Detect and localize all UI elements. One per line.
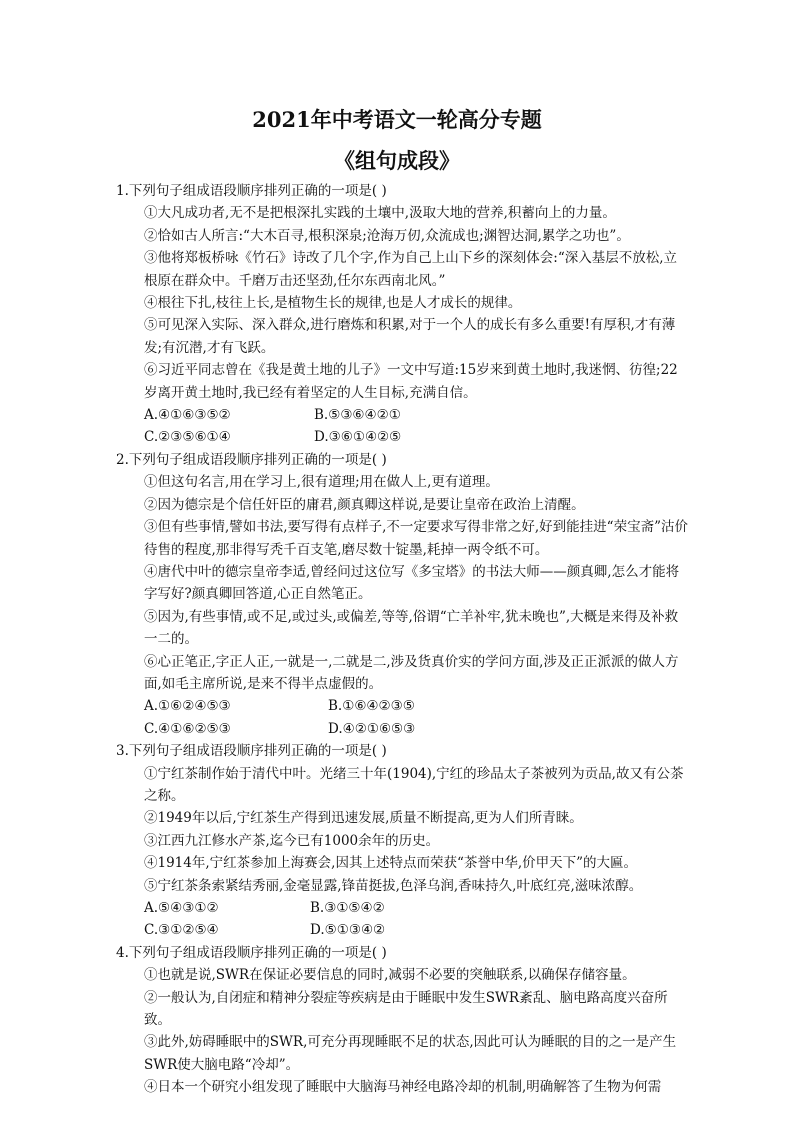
question-1 <box>116 180 688 449</box>
sentence-item: ④根往下扎,枝往上长,是植物生长的规律,也是人才成长的规律。 <box>144 295 522 312</box>
option-b: B.③①⑤④② <box>310 900 385 916</box>
option-a: A.⑤④③①② <box>144 900 219 916</box>
sentence-item: ②一般认为,自闭症和精神分裂症等疾病是由于睡眠中发生SWR紊乱、脑电路高度兴奋所致。 <box>144 989 668 1029</box>
sentence-item: ②恰如古人所言:“大木百寻,根积深泉;沧海万仞,众流成也;渊智达洞,累学之功也”。 <box>144 227 630 244</box>
sentence-item: ①宁红茶制作始于清代中叶。光绪三十年(1904),宁红的珍品太子茶被列为贡品,故又有公茶之称。 <box>144 765 684 804</box>
sentence-item: ①大凡成功者,无不是把根深扎实践的土壤中,汲取大地的营养,积蓄向上的力量。 <box>144 205 616 222</box>
options-row <box>116 426 688 448</box>
option-d: D.⑤①③④② <box>310 922 386 939</box>
option-a: A.④①⑥③⑤② <box>144 407 231 424</box>
options-row <box>116 897 688 919</box>
question-4 <box>116 942 688 1099</box>
sentence-item: ④唐代中叶的德宗皇帝李适,曾经问过这位写《多宝塔》的书法大师——颜真卿,怎么才能将字写好?颜真卿回答道,心正自然笔正。 <box>144 563 680 603</box>
question-stem: 4.下列句子组成语段顺序排列正确的一项是( ) <box>116 944 387 961</box>
option-b: B.⑤③⑥④②① <box>314 407 401 424</box>
question-list <box>116 180 688 1099</box>
sentence-item: ⑥心正笔正,字正人正,一就是一,二就是二,涉及货真价实的学问方面,涉及正正派派的做人方面,如毛主席所说,是来不得半点虚假的。 <box>144 653 679 692</box>
question-stem: 1.下列句子组成语段顺序排列正确的一项是( ) <box>116 183 387 199</box>
option-c: C.②③⑤⑥①④ <box>144 429 231 446</box>
question-stem: 2.下列句子组成语段顺序排列正确的一项是( ) <box>116 451 387 468</box>
sentence-item: ①但这句名言,用在学习上,很有道理;用在做人上,更有道理。 <box>144 474 499 491</box>
sentence-item: ①也就是说,SWR在保证必要信息的同时,减弱不必要的突触联系,以确保存储容量。 <box>144 967 636 984</box>
sentence-item: ②1949年以后,宁红茶生产得到迅速发展,质量不断提高,更为人们所青睐。 <box>144 810 583 827</box>
sentence-item: ④日本一个研究小组发现了睡眠中大脑海马神经电路冷却的机制,明确解答了生物为何需 <box>144 1079 662 1096</box>
options-row <box>116 718 688 740</box>
option-d: D.③⑥①④②⑤ <box>314 429 402 446</box>
sentence-item: ④1914年,宁红茶参加上海赛会,因其上述特点而荣获“茶誉中华,价甲天下”的大匾。 <box>144 855 638 872</box>
option-d: D.④②①⑥⑤③ <box>328 720 416 737</box>
option-c: C.④①⑥②⑤③ <box>144 720 231 737</box>
document-subtitle: 《组句成段》 <box>334 148 460 173</box>
option-b: B.①⑥④②③⑤ <box>328 698 415 715</box>
option-c: C.③①②⑤④ <box>144 922 219 939</box>
question-3 <box>116 740 688 942</box>
sentence-item: ③此外,妨碍睡眠中的SWR,可充分再现睡眠不足的状态,因此可认为睡眠的目的之一是产生SWR使大脑电路“冷却”。 <box>144 1034 677 1073</box>
sentence-item: ③但有些事情,譬如书法,要写得有点样子,不一定要求写得非常之好,好到能挂进“荣宝斋”沽价待售的程度,那非得写秃千百支笔,磨尽数十锭墨,耗掉一两令纸不可。 <box>144 519 688 558</box>
document-title: 2021年中考语文一轮高分专题 <box>252 107 542 132</box>
sentence-item: ⑥习近平同志曾在《我是黄土地的儿子》一文中写道:15岁来到黄土地时,我迷惘、彷徨;22岁离开黄土地时,我已经有着坚定的人生目标,充满自信。 <box>144 362 678 401</box>
options-row <box>116 404 688 426</box>
sentence-item: ②因为德宗是个信任奸臣的庸君,颜真卿这样说,是要让皇帝在政治上清醒。 <box>144 496 585 513</box>
question-2 <box>116 449 688 740</box>
sentence-item: ③江西九江修水产茶,迄今已有1000余年的历史。 <box>144 832 440 849</box>
sentence-item: ⑤可见深入实际、深入群众,进行磨炼和积累,对于一个人的成长有多么重要!有厚积,才有薄发;有沉潜,才有飞跃。 <box>144 317 676 356</box>
options-row <box>116 919 688 941</box>
question-stem: 3.下列句子组成语段顺序排列正确的一项是( ) <box>116 743 387 760</box>
options-row <box>116 695 688 717</box>
option-a: A.①⑥②④⑤③ <box>144 698 231 715</box>
sentence-item: ⑤因为,有些事情,或不足,或过头,或偏差,等等,俗谓“亡羊补牢,犹未晚也”,大概是来得及补救一二的。 <box>144 608 679 648</box>
sentence-item: ⑤宁红茶条索紧结秀丽,金毫显露,锋苗挺拔,色泽乌润,香味持久,叶底红亮,滋味浓醇。 <box>144 877 643 894</box>
sentence-item: ③他将郑板桥咏《竹石》诗改了几个字,作为自己上山下乡的深刻体会:“深入基层不放松,立根原在群众中。千磨万击还坚劲,任尔东西南北风。” <box>144 250 678 289</box>
